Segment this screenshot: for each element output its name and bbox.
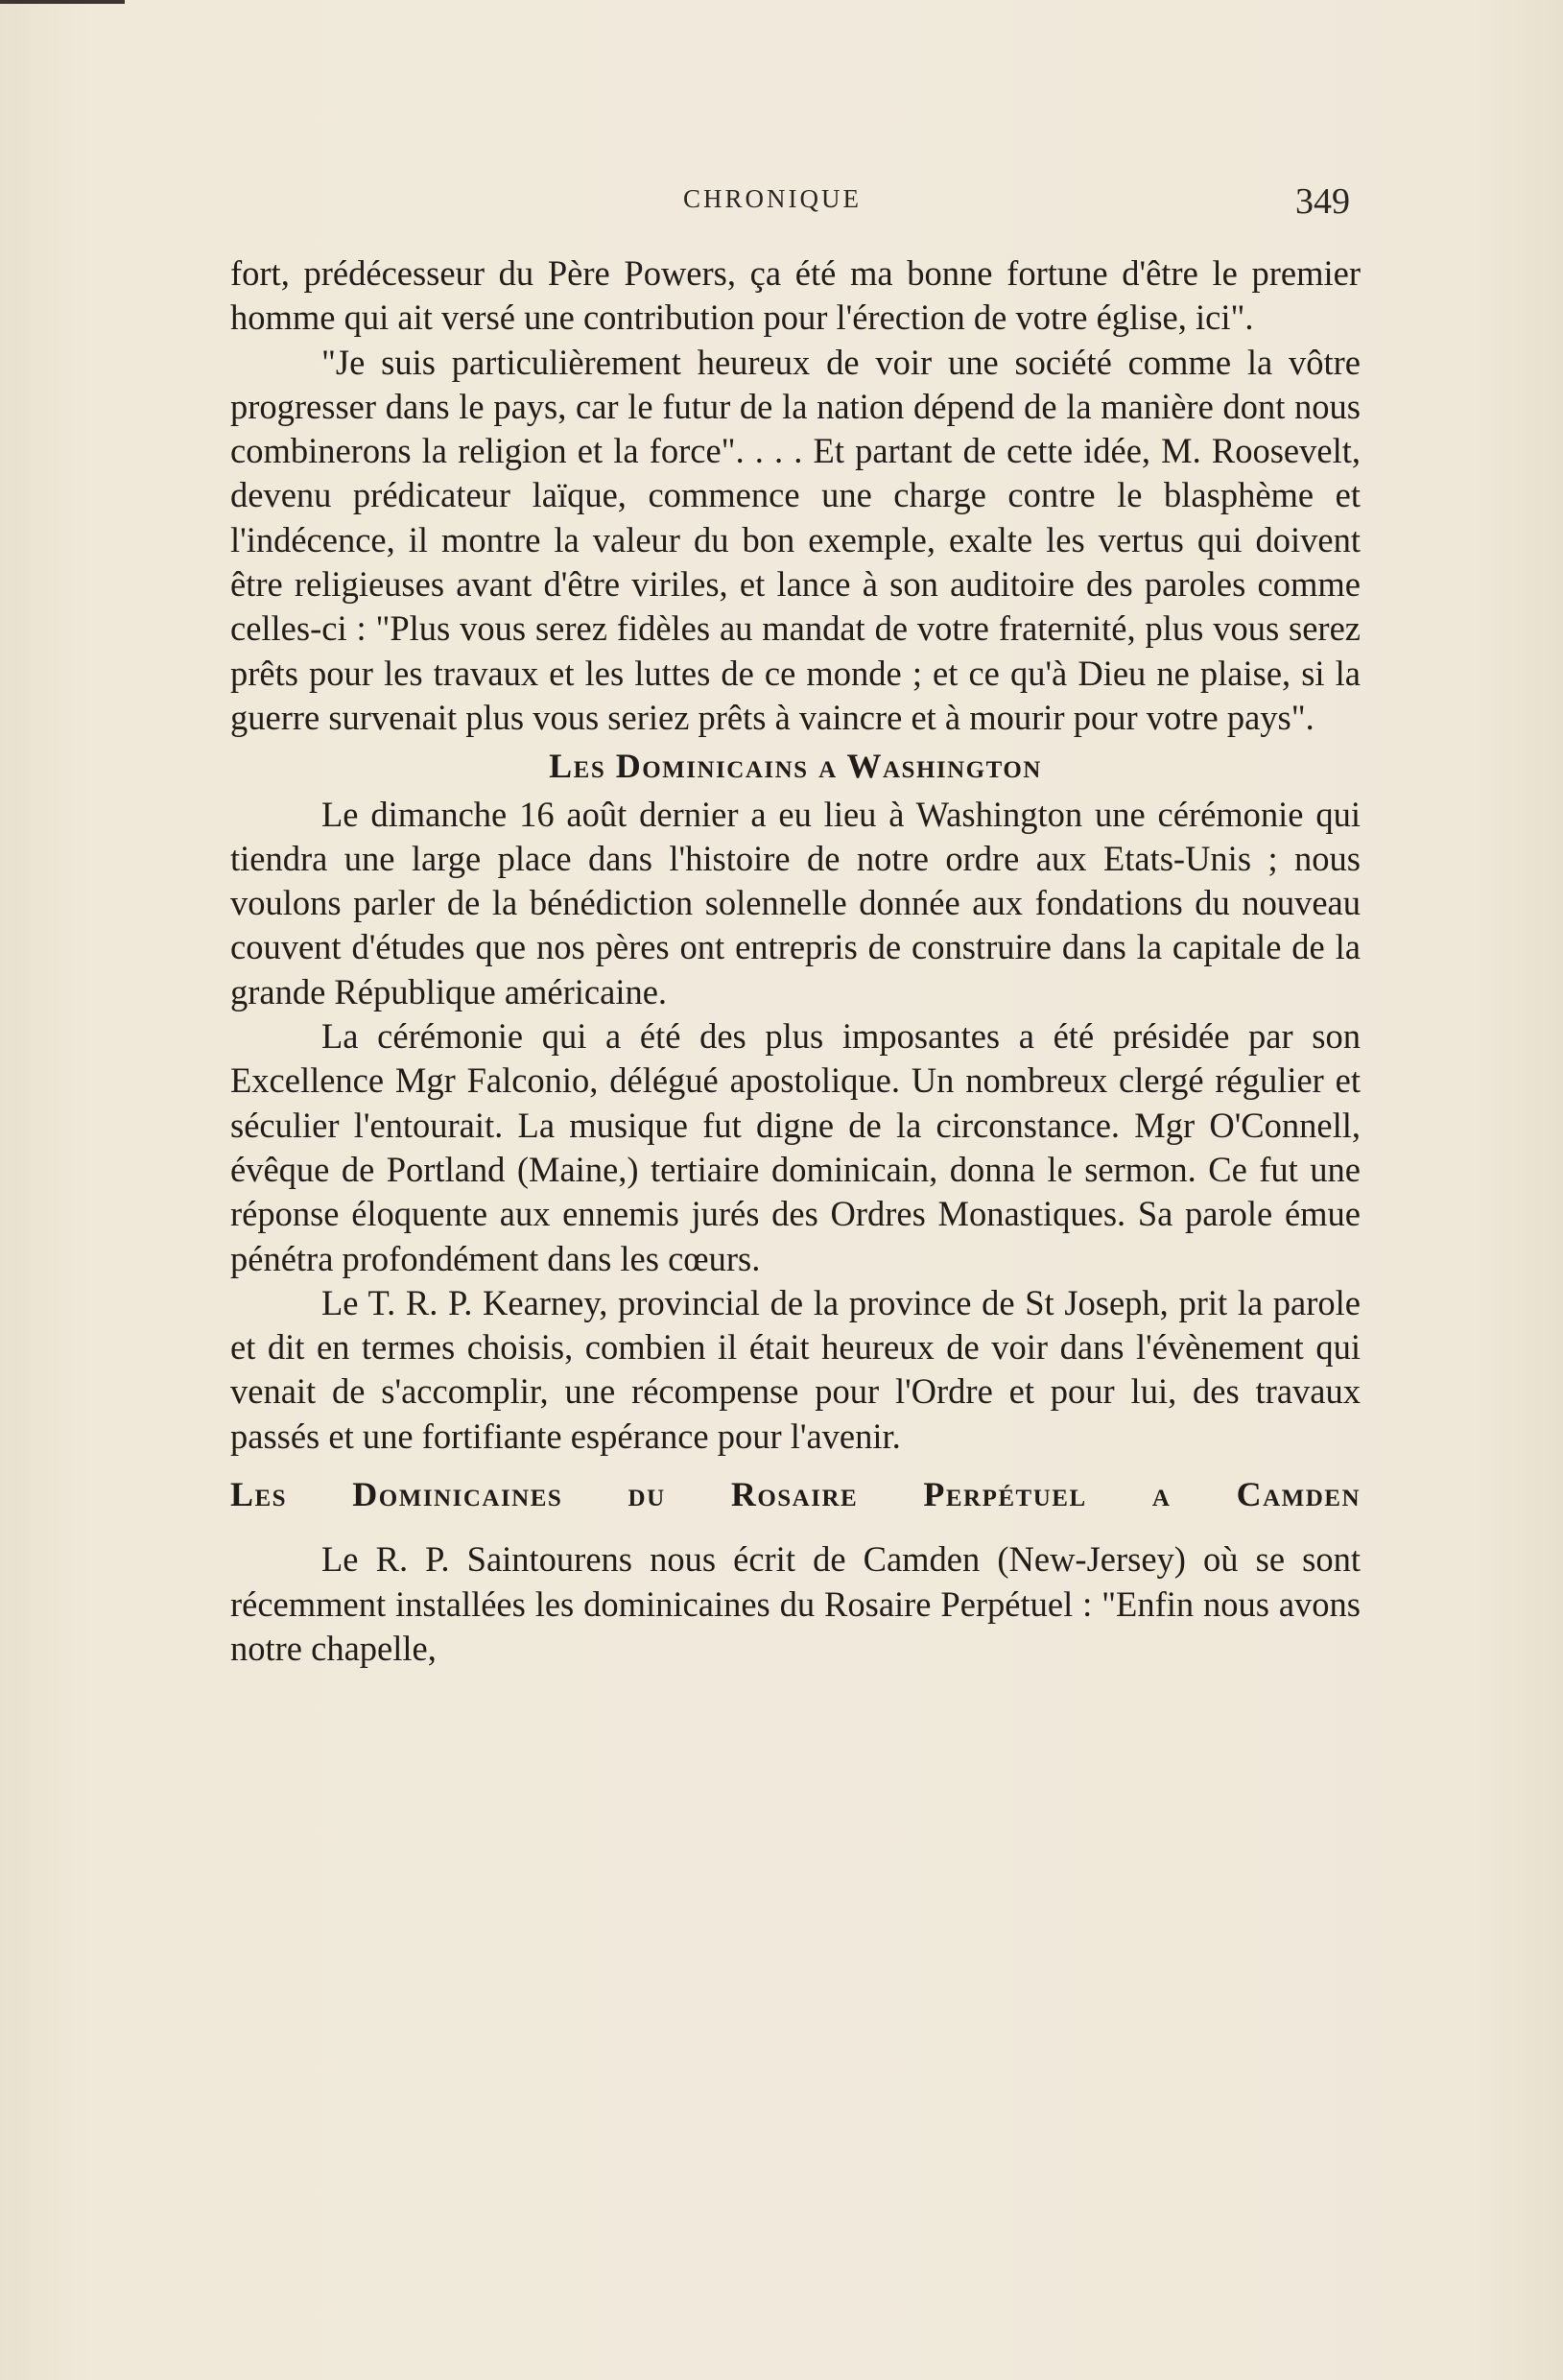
main-text <box>230 251 1361 1671</box>
paragraph-kearney: Le T. R. P. Kearney, provincial de la province de St Joseph, prit la parole et dit en termes choisis, combien il était heureux de voir dans l'évènement qui venait de s'accomplir, une récompense pour l'Ordre et pour lui, des travaux passés et une fortifiante espérance pour l'avenir. <box>230 1282 1361 1456</box>
paragraph-roosevelt-quote: "Je suis particulièrement heureux de voir une société comme la vôtre progresser dans le pays, car le futur de la nation dépend de la manière dont nous combinerons la religion et la force". . . . Et partant de cette idée, M. Roosevelt, devenu prédicateur laïque, commence une charge contre le blasphème et l'indécence, il montre la valeur du bon exemple, exalte les vertus qui doivent être religieuses avant d'être viriles, et lance à son auditoire des paroles comme celles-ci : "Plus vous serez fidèles au mandat de votre fraternité, plus vous serez prêts pour les travaux et les luttes de ce monde ; et ce qu'à Dieu ne plaise, si la guerre survenait plus vous seriez prêts à vaincre et à mourir pour votre pays". <box>230 342 1361 737</box>
paragraph-ceremony-details: La cérémonie qui a été des plus imposantes a été présidée par son Excellence Mgr Falconio, délégué apostolique. Un nombreux clergé régulier et séculier l'entourait. La musique fut digne de la circonstance. Mgr O'Connell, évêque de Portland (Maine,) tertiaire dominicain, donna le sermon. Ce fut une réponse éloquente aux ennemis jurés des Ordres Monastiques. Sa parole émue pénétra profondément dans les cœurs. <box>230 1016 1361 1278</box>
running-title: CHRONIQUE <box>683 184 862 213</box>
paragraph-ceremony-washington: Le dimanche 16 août dernier a eu lieu à Washington une cérémonie qui tiendra une large place dans l'histoire de notre ordre aux Etats-Unis ; nous voulons parler de la bénédiction solennelle donnée aux fondations du nouveau couvent d'études que nos pères ont entrepris de construire dans la capitale de la grande République américaine. <box>230 794 1361 1012</box>
paragraph-camden: Le R. P. Saintourens nous écrit de Camden (New-Jersey) où se sont récemment installées les dominicaines du Rosaire Perpétuel : "Enfin nous avons notre chapelle, <box>230 1539 1361 1668</box>
top-edge-rule <box>0 0 125 4</box>
paragraph-continuation: fort, prédécesseur du Père Powers, ça été ma bonne fortune d'être le premier homme qui ait versé une contribution pour l'érection de votre église, ici". <box>230 253 1361 338</box>
running-head <box>0 180 1563 228</box>
page-number: 349 <box>1295 181 1350 222</box>
section-heading-camden: Les Dominicaines du Rosaire Perpétuel a Camden <box>230 1475 1361 1514</box>
section-heading-washington: Les Dominicains a Washington <box>549 747 1042 786</box>
